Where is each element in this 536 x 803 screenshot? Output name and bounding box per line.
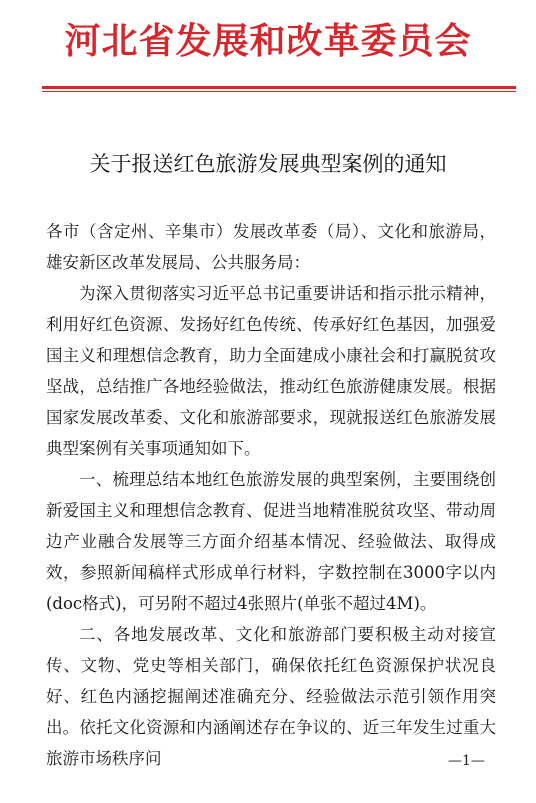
document-body (46, 216, 496, 774)
salutation: 各市（含定州、辛集市）发展改革委（局）、文化和旅游局，雄安新区改革发展局、公共服务局： (46, 222, 496, 272)
paragraph-item-1: 一、梳理总结本地红色旅游发展的典型案例，主要围绕创新爱国主义和理想信念教育、促进当地精准脱贫攻坚、带动周边产业融合发展等三方面介绍基本情况、经验做法、取得成效，参照新闻稿样式形成单行材料，字数控制在3000字以内(doc格式)，可另附不超过4张照片(单张不超过4M)。 (46, 470, 496, 613)
header-rule-thin (42, 91, 516, 92)
header-rule-thick (42, 86, 516, 89)
paragraph-item-2: 二、各地发展改革、文化和旅游部门要积极主动对接宣传、文物、党史等相关部门，确保依托红色资源保护状况良好、红色内涵挖掘阐述准确充分、经验做法示范引领作用突出。依托文化资源和内涵阐述存在争议的、近三年发生过重大旅游市场秩序问 (46, 625, 496, 768)
paragraph-intro: 为深入贯彻落实习近平总书记重要讲话和指示批示精神，利用好红色资源、发扬好红色传统、传承好红色基因，加强爱国主义和理想信念教育，助力全面建成小康社会和打赢脱贫攻坚战，总结推广各地经验做法，推动红色旅游健康发展。根据国家发展改革委、文化和旅游部要求，现就报送红色旅游发展典型案例有关事项通知如下。 (46, 284, 496, 458)
organization-header: 河北省发展和改革委员会 (64, 20, 472, 62)
page-number: —1— (448, 753, 485, 769)
document-title: 关于报送红色旅游发展典型案例的通知 (89, 152, 447, 176)
